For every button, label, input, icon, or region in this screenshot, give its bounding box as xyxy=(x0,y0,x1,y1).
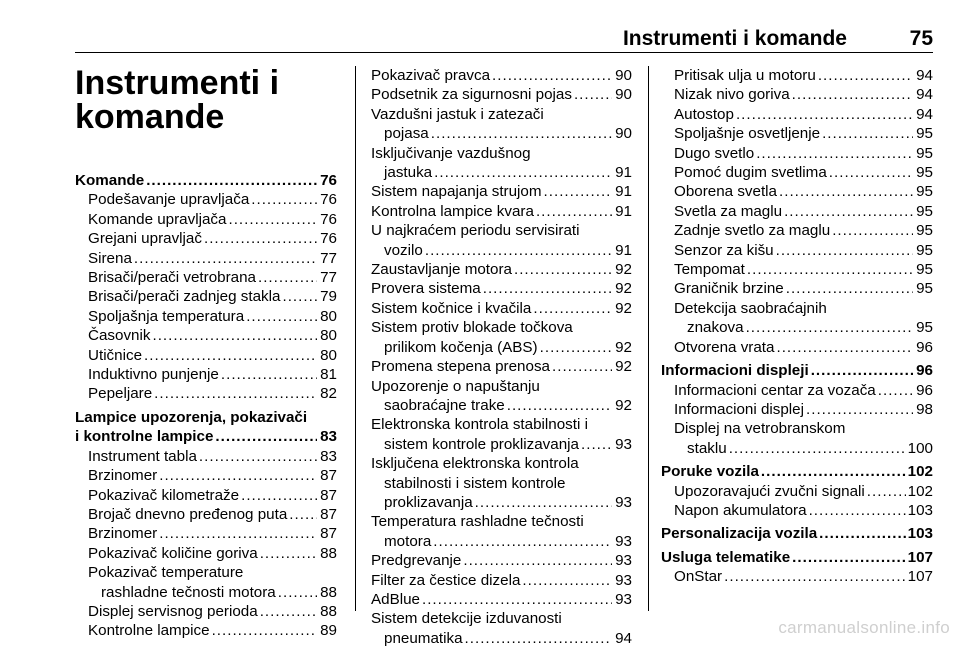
toc-section-usluga-telematike[interactable]: Usluga telematike ..... 107 xyxy=(661,548,933,567)
toc-entry[interactable]: Upozoravajući zvučni signali ..... 102 xyxy=(661,482,933,501)
toc-entry[interactable]: Temperatura rashladne tečnosti motora ..... 93 xyxy=(371,512,632,551)
toc-entry[interactable]: U najkraćem periodu servisirati vozilo ..... 91 xyxy=(371,221,632,260)
toc-entry[interactable]: Isključivanje vazdušnog jastuka ..... 91 xyxy=(371,144,632,183)
toc-section-komande[interactable]: Komande ..... 76 xyxy=(75,171,337,190)
toc-column-3 xyxy=(661,66,933,587)
toc-entry[interactable]: Časovnik ..... 80 xyxy=(75,326,337,345)
toc-entry[interactable]: Informacioni centar za vozača ..... 96 xyxy=(661,381,933,400)
toc-entry[interactable]: Pepeljare ..... 82 xyxy=(75,384,337,403)
toc-entry[interactable]: Spoljašnje osvetljenje ..... 95 xyxy=(661,124,933,143)
toc-entry[interactable]: Kontrolne lampice ..... 89 xyxy=(75,621,337,640)
toc-entry[interactable]: Brzinomer ..... 87 xyxy=(75,524,337,543)
toc-entry[interactable]: Filter za čestice dizela ..... 93 xyxy=(371,571,632,590)
toc-entry[interactable]: Svetla za maglu ..... 95 xyxy=(661,202,933,221)
toc-entry[interactable]: Spoljašnja temperatura ..... 80 xyxy=(75,307,337,326)
column-divider-1 xyxy=(355,66,356,611)
header-rule xyxy=(75,52,933,53)
toc-entry[interactable]: OnStar ..... 107 xyxy=(661,567,933,586)
toc-entry[interactable]: Sistem protiv blokade točkova prilikom kočenja (ABS) ..... 92 xyxy=(371,318,632,357)
toc-entry[interactable]: Tempomat ..... 95 xyxy=(661,260,933,279)
toc-entry[interactable]: Displej servisnog perioda ..... 88 xyxy=(75,602,337,621)
toc-entry[interactable]: Brisači/perači vetrobrana ..... 77 xyxy=(75,268,337,287)
toc-entry[interactable]: Utičnice ..... 80 xyxy=(75,346,337,365)
toc-entry[interactable]: AdBlue ..... 93 xyxy=(371,590,632,609)
chapter-title: Instrumenti i komande xyxy=(75,64,280,136)
toc-section-personalizacija[interactable]: Personalizacija vozila ..... 103 xyxy=(661,524,933,543)
toc-entry[interactable]: Podsetnik za sigurnosni pojas ..... 90 xyxy=(371,85,632,104)
toc-entry[interactable]: Detekcija saobraćajnih znakova ..... 95 xyxy=(661,299,933,338)
toc-entry[interactable]: Nizak nivo goriva ..... 94 xyxy=(661,85,933,104)
toc-entry[interactable]: Sistem detekcije izduvanosti pneumatika ..... 94 xyxy=(371,609,632,648)
toc-entry[interactable]: Induktivno punjenje ..... 81 xyxy=(75,365,337,384)
toc-entry[interactable]: Brzinomer ..... 87 xyxy=(75,466,337,485)
column-divider-2 xyxy=(648,66,649,611)
toc-entry[interactable]: Pokazivač pravca ..... 90 xyxy=(371,66,632,85)
toc-entry[interactable]: Sirena ..... 77 xyxy=(75,249,337,268)
toc-section-lampice[interactable]: Lampice upozorenja, pokazivači i kontrolne lampice ..... 83 xyxy=(75,408,337,447)
toc-entry[interactable]: Promena stepena prenosa ..... 92 xyxy=(371,357,632,376)
toc-entry[interactable]: Brojač dnevno pređenog puta ..... 87 xyxy=(75,505,337,524)
toc-entry[interactable]: Otvorena vrata ..... 96 xyxy=(661,338,933,357)
toc-section-poruke-vozila[interactable]: Poruke vozila ..... 102 xyxy=(661,462,933,481)
page-header xyxy=(75,27,933,49)
toc-entry[interactable]: Komande upravljača ..... 76 xyxy=(75,210,337,229)
toc-entry[interactable]: Vazdušni jastuk i zatezači pojasa ..... 90 xyxy=(371,105,632,144)
toc-entry[interactable]: Isključena elektronska kontrola stabilnosti i sistem kontrole proklizavanja ..... 93 xyxy=(371,454,632,512)
toc-entry[interactable]: Pritisak ulja u motoru ..... 94 xyxy=(661,66,933,85)
toc-entry[interactable]: Sistem kočnice i kvačila ..... 92 xyxy=(371,299,632,318)
toc-entry[interactable]: Zadnje svetlo za maglu ..... 95 xyxy=(661,221,933,240)
toc-entry[interactable]: Upozorenje o napuštanju saobraćajne trake ..... 92 xyxy=(371,377,632,416)
toc-entry[interactable]: Pokazivač kilometraže ..... 87 xyxy=(75,486,337,505)
toc-entry[interactable]: Predgrevanje ..... 93 xyxy=(371,551,632,570)
toc-entry[interactable]: Pomoć dugim svetlima ..... 95 xyxy=(661,163,933,182)
toc-entry[interactable]: Napon akumulatora ..... 103 xyxy=(661,501,933,520)
toc-entry[interactable]: Kontrolna lampice kvara ..... 91 xyxy=(371,202,632,221)
toc-entry[interactable]: Graničnik brzine ..... 95 xyxy=(661,279,933,298)
toc-entry[interactable]: Podešavanje upravljača ..... 76 xyxy=(75,190,337,209)
toc-entry[interactable]: Pokazivač količine goriva ..... 88 xyxy=(75,544,337,563)
toc-entry[interactable]: Senzor za kišu ..... 95 xyxy=(661,241,933,260)
toc-entry[interactable]: Informacioni displej ..... 98 xyxy=(661,400,933,419)
toc-entry[interactable]: Oborena svetla ..... 95 xyxy=(661,182,933,201)
toc-entry[interactable]: Provera sistema ..... 92 xyxy=(371,279,632,298)
toc-section-informacioni-displeji[interactable]: Informacioni displeji ..... 96 xyxy=(661,361,933,380)
toc-entry[interactable]: Sistem napajanja strujom ..... 91 xyxy=(371,182,632,201)
toc-entry[interactable]: Instrument tabla ..... 83 xyxy=(75,447,337,466)
header-title: Instrumenti i komande xyxy=(622,27,847,50)
toc-entry[interactable]: Autostop ..... 94 xyxy=(661,105,933,124)
toc-entry[interactable]: Dugo svetlo ..... 95 xyxy=(661,144,933,163)
toc-entry[interactable]: Brisači/perači zadnjeg stakla ..... 79 xyxy=(75,287,337,306)
toc-entry[interactable]: Zaustavljanje motora ..... 92 xyxy=(371,260,632,279)
toc-entry[interactable]: Grejani upravljač ..... 76 xyxy=(75,229,337,248)
toc-entry[interactable]: Elektronska kontrola stabilnosti i sistem kontrole proklizavanja ..... 93 xyxy=(371,415,632,454)
toc-column-2 xyxy=(371,66,632,648)
page-number: 75 xyxy=(909,27,933,50)
toc-entry[interactable]: Pokazivač temperature rashladne tečnosti motora ..... 88 xyxy=(75,563,337,602)
toc-entry[interactable]: Displej na vetrobranskom staklu ..... 100 xyxy=(661,419,933,458)
toc-column-1 xyxy=(75,66,337,641)
watermark: carmanualsonline.info xyxy=(778,618,950,637)
